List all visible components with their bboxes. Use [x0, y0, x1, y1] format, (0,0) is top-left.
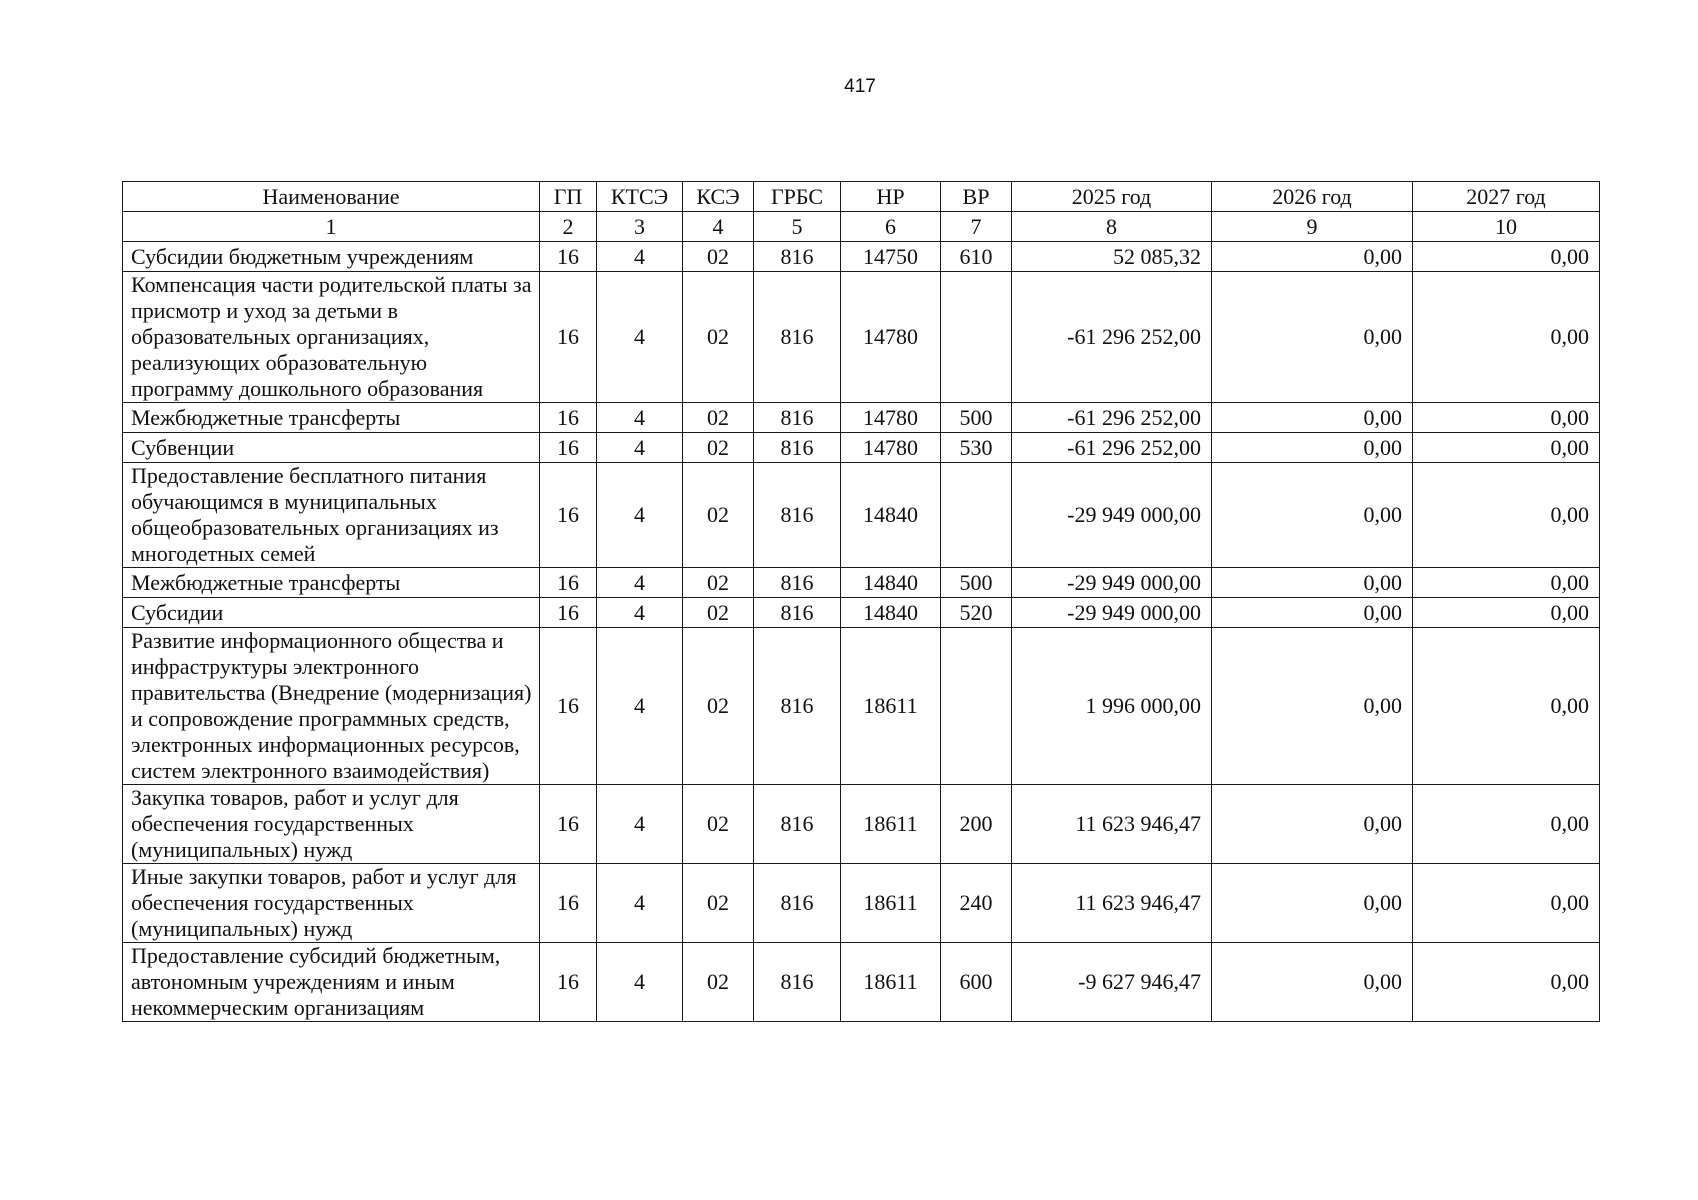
row-vr — [941, 463, 1012, 568]
row-gp: 16 — [540, 272, 597, 403]
row-2025: 11 623 946,47 — [1012, 864, 1212, 943]
row-ktse: 4 — [597, 785, 683, 864]
row-kse: 02 — [683, 943, 754, 1022]
column-header-2027: 2027 год — [1413, 182, 1600, 212]
row-grbs: 816 — [754, 433, 841, 463]
table-row — [123, 785, 1600, 864]
column-header-ktse: КТСЭ — [597, 182, 683, 212]
row-ktse: 4 — [597, 943, 683, 1022]
row-nr: 18611 — [841, 628, 941, 785]
row-vr: 240 — [941, 864, 1012, 943]
column-number: 9 — [1212, 212, 1413, 242]
row-nr: 14750 — [841, 242, 941, 272]
table-row — [123, 864, 1600, 943]
budget-table — [122, 181, 1600, 1022]
table-row — [123, 433, 1600, 463]
row-2025: -9 627 946,47 — [1012, 943, 1212, 1022]
row-kse: 02 — [683, 628, 754, 785]
row-gp: 16 — [540, 433, 597, 463]
row-2025: -61 296 252,00 — [1012, 403, 1212, 433]
row-nr: 14840 — [841, 568, 941, 598]
column-header-2026: 2026 год — [1212, 182, 1413, 212]
column-number: 4 — [683, 212, 754, 242]
row-name: Межбюджетные трансферты — [123, 403, 540, 433]
row-grbs: 816 — [754, 943, 841, 1022]
row-gp: 16 — [540, 864, 597, 943]
row-nr: 14780 — [841, 433, 941, 463]
table-row — [123, 628, 1600, 785]
row-ktse: 4 — [597, 598, 683, 628]
row-ktse: 4 — [597, 242, 683, 272]
row-2026: 0,00 — [1212, 242, 1413, 272]
column-number-row — [123, 212, 1600, 242]
column-header-grbs: ГРБС — [754, 182, 841, 212]
row-2027: 0,00 — [1413, 403, 1600, 433]
column-header-name: Наименование — [123, 182, 540, 212]
row-vr: 610 — [941, 242, 1012, 272]
row-name: Межбюджетные трансферты — [123, 568, 540, 598]
row-2026: 0,00 — [1212, 433, 1413, 463]
row-vr: 600 — [941, 943, 1012, 1022]
row-2025: 11 623 946,47 — [1012, 785, 1212, 864]
table-row — [123, 598, 1600, 628]
row-nr: 14840 — [841, 463, 941, 568]
row-gp: 16 — [540, 463, 597, 568]
column-number: 8 — [1012, 212, 1212, 242]
row-kse: 02 — [683, 403, 754, 433]
row-2025: -61 296 252,00 — [1012, 272, 1212, 403]
row-2026: 0,00 — [1212, 785, 1413, 864]
row-kse: 02 — [683, 272, 754, 403]
row-2026: 0,00 — [1212, 864, 1413, 943]
row-vr: 520 — [941, 598, 1012, 628]
row-vr: 500 — [941, 568, 1012, 598]
column-number: 3 — [597, 212, 683, 242]
row-2026: 0,00 — [1212, 272, 1413, 403]
row-grbs: 816 — [754, 598, 841, 628]
row-2027: 0,00 — [1413, 785, 1600, 864]
row-ktse: 4 — [597, 403, 683, 433]
row-grbs: 816 — [754, 568, 841, 598]
row-2027: 0,00 — [1413, 628, 1600, 785]
row-gp: 16 — [540, 943, 597, 1022]
row-vr: 530 — [941, 433, 1012, 463]
row-vr — [941, 272, 1012, 403]
row-kse: 02 — [683, 463, 754, 568]
row-nr: 14780 — [841, 272, 941, 403]
table-row — [123, 568, 1600, 598]
row-2027: 0,00 — [1413, 463, 1600, 568]
row-nr: 18611 — [841, 943, 941, 1022]
row-2027: 0,00 — [1413, 598, 1600, 628]
row-ktse: 4 — [597, 568, 683, 598]
row-2026: 0,00 — [1212, 568, 1413, 598]
table-row — [123, 272, 1600, 403]
table-row — [123, 943, 1600, 1022]
row-2025: 1 996 000,00 — [1012, 628, 1212, 785]
row-2027: 0,00 — [1413, 943, 1600, 1022]
row-kse: 02 — [683, 242, 754, 272]
row-grbs: 816 — [754, 628, 841, 785]
row-2025: -29 949 000,00 — [1012, 598, 1212, 628]
row-2026: 0,00 — [1212, 598, 1413, 628]
column-header-nr: НР — [841, 182, 941, 212]
row-nr: 14840 — [841, 598, 941, 628]
table-row — [123, 403, 1600, 433]
row-2026: 0,00 — [1212, 463, 1413, 568]
row-ktse: 4 — [597, 864, 683, 943]
row-grbs: 816 — [754, 272, 841, 403]
row-vr — [941, 628, 1012, 785]
row-2026: 0,00 — [1212, 628, 1413, 785]
row-gp: 16 — [540, 568, 597, 598]
row-2027: 0,00 — [1413, 568, 1600, 598]
row-ktse: 4 — [597, 433, 683, 463]
row-kse: 02 — [683, 598, 754, 628]
row-grbs: 816 — [754, 864, 841, 943]
row-2027: 0,00 — [1413, 433, 1600, 463]
header-row — [123, 182, 1600, 212]
row-kse: 02 — [683, 864, 754, 943]
row-name: Субвенции — [123, 433, 540, 463]
row-gp: 16 — [540, 598, 597, 628]
row-name: Предоставление субсидий бюджетным, автономным учреждениям и иным некоммерческим организациям — [123, 943, 540, 1022]
row-name: Закупка товаров, работ и услуг для обеспечения государственных (муниципальных) нужд — [123, 785, 540, 864]
row-kse: 02 — [683, 568, 754, 598]
column-header-2025: 2025 год — [1012, 182, 1212, 212]
row-nr: 18611 — [841, 785, 941, 864]
row-2027: 0,00 — [1413, 272, 1600, 403]
row-gp: 16 — [540, 403, 597, 433]
row-2026: 0,00 — [1212, 403, 1413, 433]
row-grbs: 816 — [754, 403, 841, 433]
row-ktse: 4 — [597, 463, 683, 568]
column-number: 10 — [1413, 212, 1600, 242]
column-header-kse: КСЭ — [683, 182, 754, 212]
row-kse: 02 — [683, 785, 754, 864]
column-number: 6 — [841, 212, 941, 242]
row-grbs: 816 — [754, 242, 841, 272]
row-2025: -29 949 000,00 — [1012, 568, 1212, 598]
row-name: Развитие информационного общества и инфраструктуры электронного правительства (Внедрение (модернизация) и сопровождение программных средств, электронных информационных ресурсов, систем электронного взаимодействия) — [123, 628, 540, 785]
column-number: 1 — [123, 212, 540, 242]
column-header-vr: ВР — [941, 182, 1012, 212]
row-kse: 02 — [683, 433, 754, 463]
row-grbs: 816 — [754, 785, 841, 864]
column-number: 2 — [540, 212, 597, 242]
row-2025: -61 296 252,00 — [1012, 433, 1212, 463]
row-2026: 0,00 — [1212, 943, 1413, 1022]
column-number: 5 — [754, 212, 841, 242]
row-gp: 16 — [540, 785, 597, 864]
row-ktse: 4 — [597, 272, 683, 403]
row-2025: -29 949 000,00 — [1012, 463, 1212, 568]
page-number: 417 — [844, 76, 876, 97]
row-2027: 0,00 — [1413, 864, 1600, 943]
row-name: Иные закупки товаров, работ и услуг для обеспечения государственных (муниципальных) нужд — [123, 864, 540, 943]
table-row — [123, 242, 1600, 272]
row-gp: 16 — [540, 628, 597, 785]
column-header-gp: ГП — [540, 182, 597, 212]
row-grbs: 816 — [754, 463, 841, 568]
row-ktse: 4 — [597, 628, 683, 785]
row-2025: 52 085,32 — [1012, 242, 1212, 272]
row-vr: 500 — [941, 403, 1012, 433]
row-gp: 16 — [540, 242, 597, 272]
table-row — [123, 463, 1600, 568]
row-name: Предоставление бесплатного питания обучающимся в муниципальных общеобразовательных организациях из многодетных семей — [123, 463, 540, 568]
row-vr: 200 — [941, 785, 1012, 864]
row-2027: 0,00 — [1413, 242, 1600, 272]
row-nr: 14780 — [841, 403, 941, 433]
column-number: 7 — [941, 212, 1012, 242]
row-name: Субсидии — [123, 598, 540, 628]
row-name: Компенсация части родительской платы за присмотр и уход за детьми в образовательных организациях, реализующих образовательную программу дошкольного образования — [123, 272, 540, 403]
row-name: Субсидии бюджетным учреждениям — [123, 242, 540, 272]
row-nr: 18611 — [841, 864, 941, 943]
